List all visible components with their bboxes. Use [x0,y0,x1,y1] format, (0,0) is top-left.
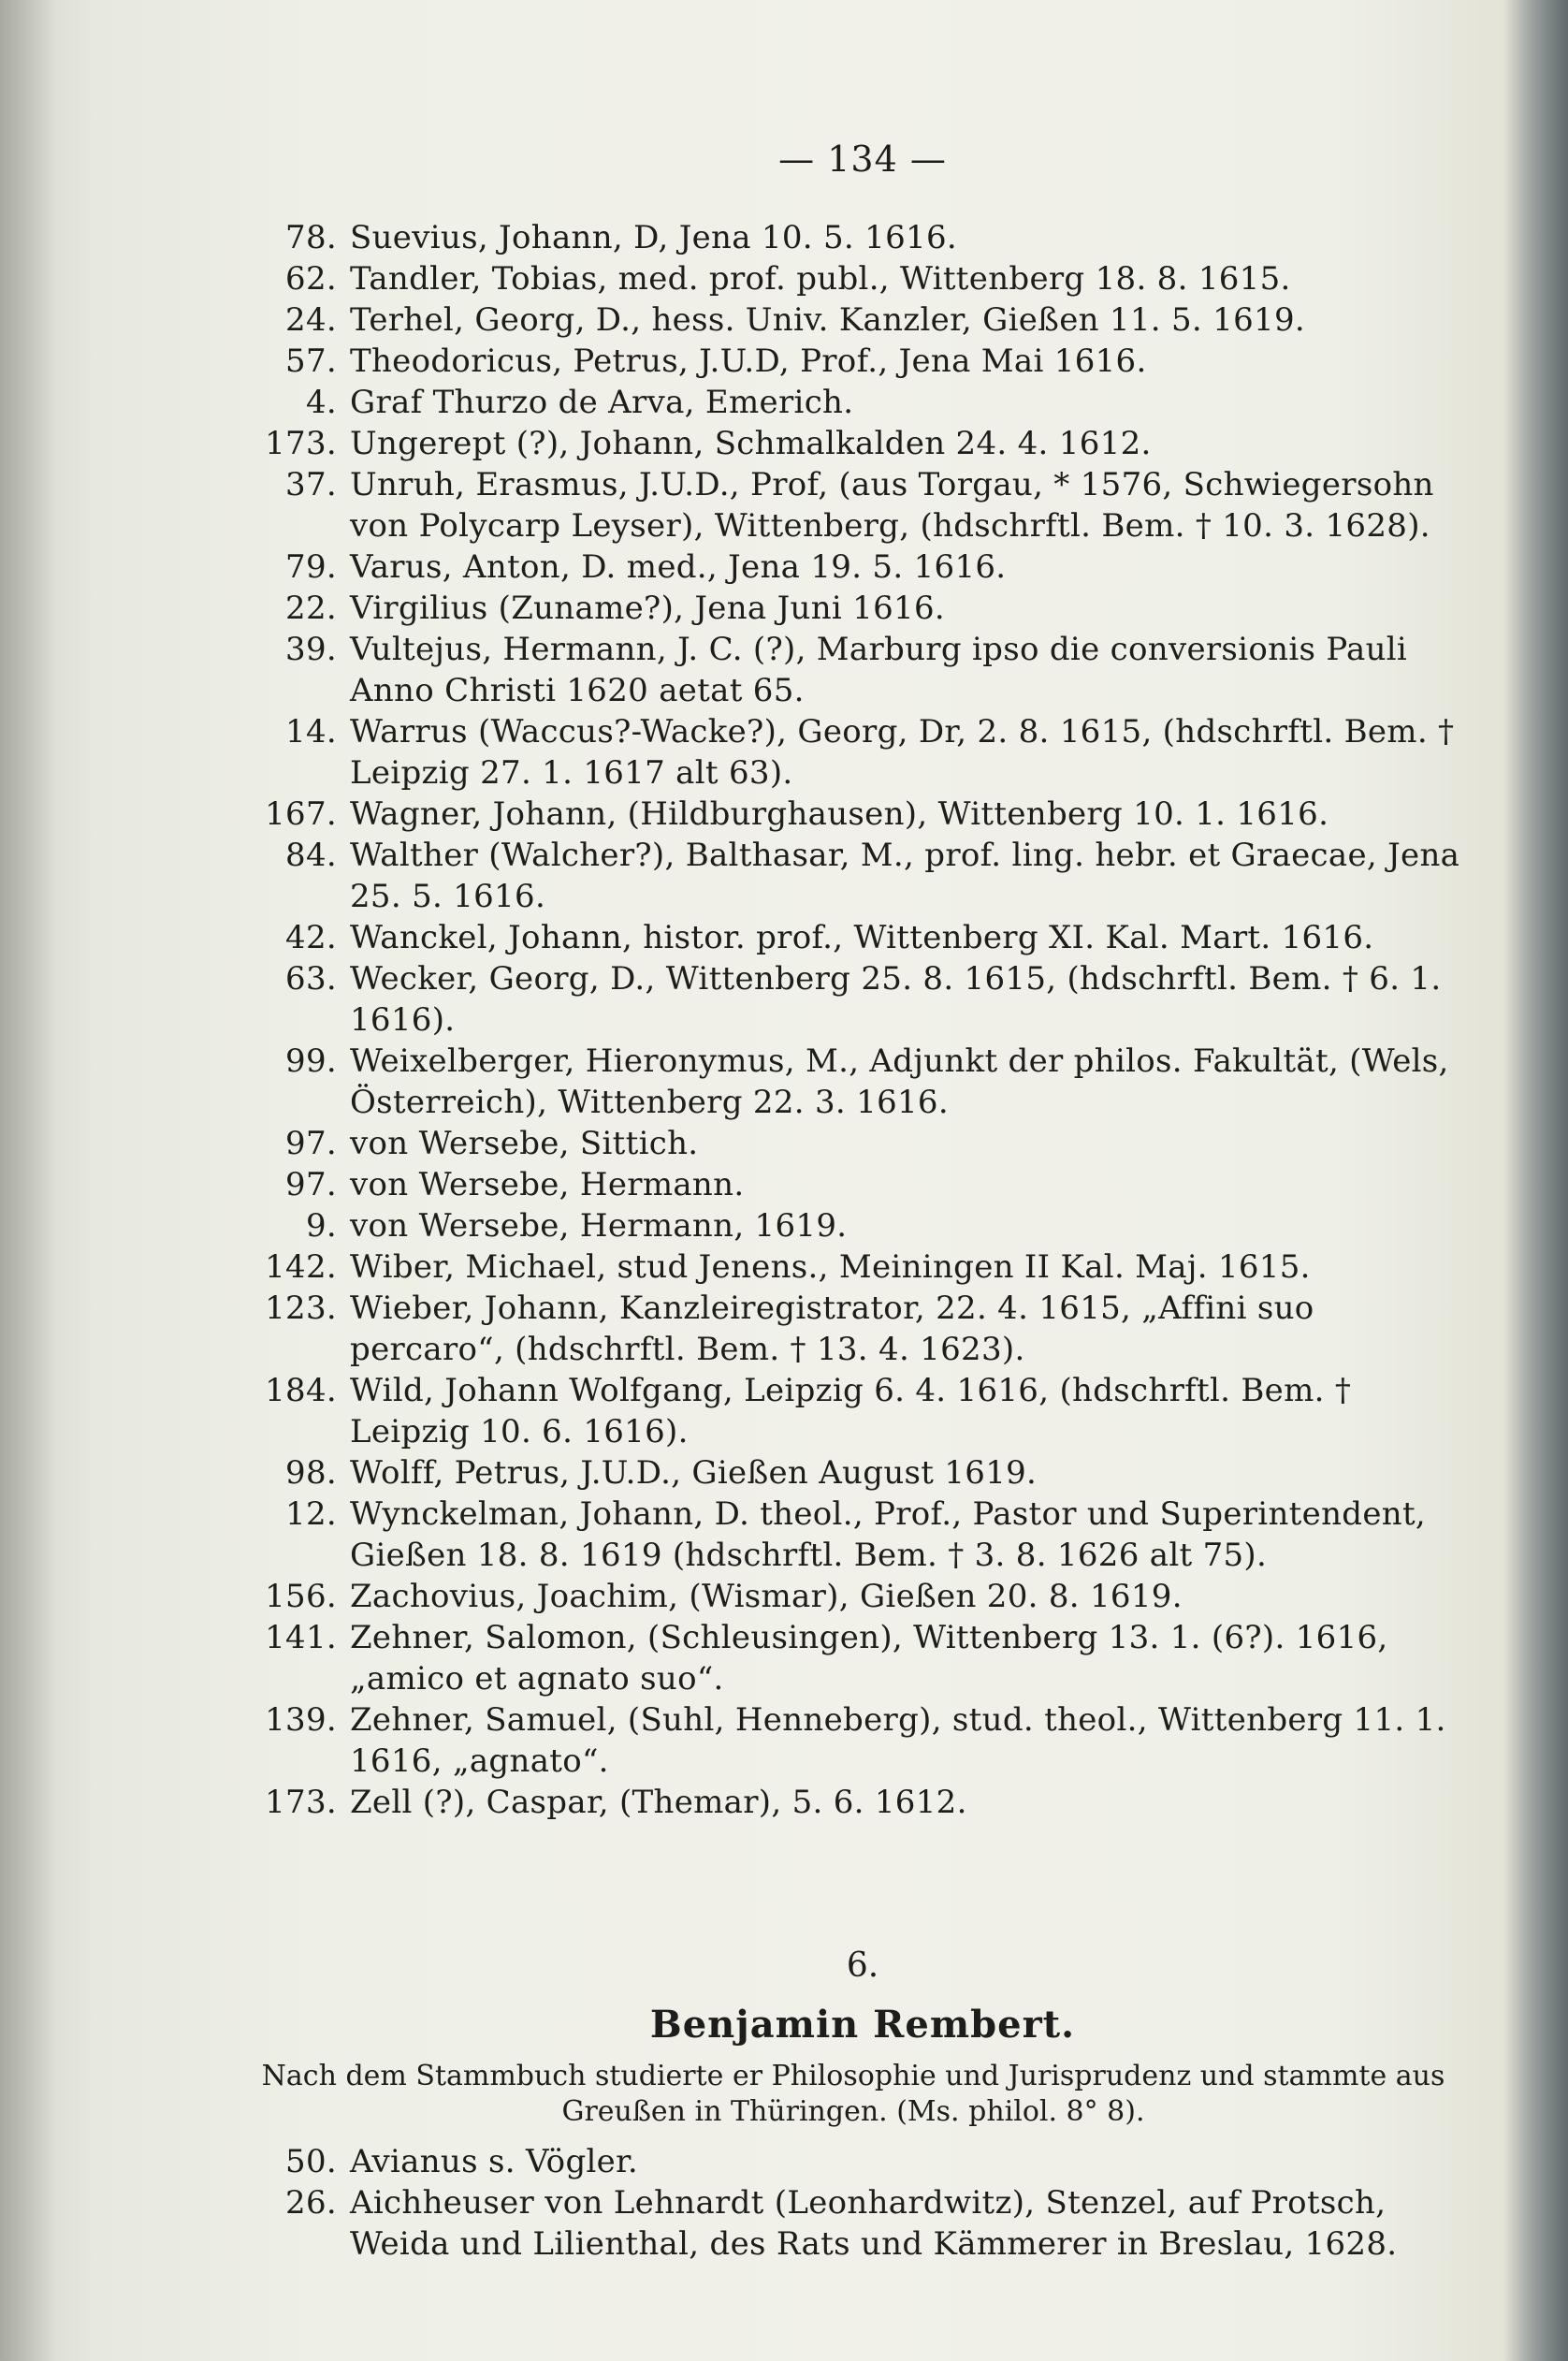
entry-text: Terhel, Georg, D., hess. Univ. Kanzler, Gießen 11. 5. 1619. [350,301,1305,339]
entry-text: Virgilius (Zuname?), Jena Juni 1616. [350,590,946,627]
entry-text: von Wersebe, Sittich. [350,1125,699,1162]
entry-text: Wagner, Johann, (Hildburghausen), Wittenberg 10. 1. 1616. [350,795,1329,833]
entry-text: Weixelberger, Hieronymus, M., Adjunkt der philos. Fakultät, (Wels, Österreich), Wittenberg 22. 3. 1616. [350,1042,1449,1121]
list-item [264,258,1461,299]
entry-number: 42. [285,919,337,956]
entry-number: 97. [285,1125,337,1162]
list-item [264,588,1461,629]
entry-text: Zell (?), Caspar, (Themar), 5. 6. 1612. [350,1784,967,1821]
entry-number: 26. [285,2184,337,2222]
entry-number: 97. [285,1166,337,1203]
entry-list [264,217,1461,1823]
list-item [264,1246,1461,1288]
list-item [264,464,1461,547]
entry-number: 173. [265,425,337,462]
list-item [264,835,1461,917]
entry-text: Ungerept (?), Johann, Schmalkalden 24. 4. 1612. [350,425,1152,462]
entry-text: Graf Thurzo de Arva, Emerich. [350,384,854,421]
entry-text: Warrus (Waccus?-Wacke?), Georg, Dr, 2. 8. 1615, (hdschrftl. Bem. † Leipzig 27. 1. 1617 alt 63). [350,713,1455,792]
entry-text: von Wersebe, Hermann. [350,1166,745,1203]
list-item [264,958,1461,1041]
entry-number: 167. [265,795,337,833]
entry-list-2 [264,2141,1461,2265]
list-item [264,917,1461,958]
entry-text: Wanckel, Johann, histor. prof., Wittenberg XI. Kal. Mart. 1616. [350,919,1374,956]
entry-number: 63. [285,960,337,998]
entry-text: Zehner, Samuel, (Suhl, Henneberg), stud. theol., Wittenberg 11. 1. 1616, „agnato“. [350,1701,1446,1780]
list-item [264,423,1461,464]
entry-number: 39. [285,631,337,668]
entry-number: 139. [265,1701,337,1739]
entry-text: Tandler, Tobias, med. prof. publ., Wittenberg 18. 8. 1615. [350,260,1291,298]
list-item [264,1494,1461,1576]
entry-text: Wecker, Georg, D., Wittenberg 25. 8. 1615, (hdschrftl. Bem. † 6. 1. 1616). [350,960,1442,1039]
entry-text: Suevius, Johann, D, Jena 10. 5. 1616. [350,219,957,256]
entry-text: Avianus s. Vögler. [350,2143,639,2180]
list-item [264,1164,1461,1205]
entry-text: Unruh, Erasmus, J.U.D., Prof, (aus Torgau, * 1576, Schwiegersohn von Polycarp Leyser), Wittenberg, (hdschrftl. Bem. † 10. 3. 1628). [350,466,1434,545]
entry-number: 99. [285,1042,337,1080]
list-item [264,1041,1461,1123]
entry-number: 84. [285,837,337,874]
entry-text: Vultejus, Hermann, J. C. (?), Marburg ipso die conversionis Pauli Anno Christi 1620 aetat 65. [350,631,1408,709]
entry-text: Zachovius, Joachim, (Wismar), Gießen 20. 8. 1619. [350,1578,1183,1615]
entry-text: Wolff, Petrus, J.U.D., Gießen August 1619. [350,1454,1038,1492]
list-item [264,1576,1461,1617]
list-item [264,1288,1461,1370]
list-item [264,1205,1461,1246]
list-item [264,547,1461,588]
entry-text: Walther (Walcher?), Balthasar, M., prof. ling. hebr. et Graecae, Jena 25. 5. 1616. [350,837,1460,915]
list-item [264,1699,1461,1782]
entry-text: von Wersebe, Hermann, 1619. [350,1207,848,1245]
entry-number: 4. [305,384,337,421]
entry-number: 14. [285,713,337,751]
list-item [264,217,1461,258]
entry-text: Zehner, Salomon, (Schleusingen), Wittenberg 13. 1. (6?). 1616, „amico et agnato suo“. [350,1619,1388,1698]
list-item [264,2141,1461,2182]
list-item [264,1782,1461,1823]
entry-text: Wieber, Johann, Kanzleiregistrator, 22. 4. 1615, „Affini suo percaro“, (hdschrftl. Bem. † 13. 4. 1623). [350,1290,1314,1368]
entry-text: Wild, Johann Wolfgang, Leipzig 6. 4. 1616, (hdschrftl. Bem. † Leipzig 10. 6. 1616). [350,1372,1352,1450]
entry-number: 173. [265,1784,337,1821]
entry-number: 142. [265,1248,337,1286]
entry-number: 57. [285,342,337,380]
entry-number: 184. [265,1372,337,1409]
list-item [264,299,1461,341]
entry-number: 98. [285,1454,337,1492]
list-item [264,382,1461,423]
page-number: — 134 — [778,138,947,180]
list-item [264,1123,1461,1164]
entry-number: 78. [285,219,337,256]
entry-text: Wiber, Michael, stud Jenens., Meiningen II Kal. Maj. 1615. [350,1248,1311,1286]
entry-text: Varus, Anton, D. med., Jena 19. 5. 1616. [350,548,1007,586]
entry-number: 141. [265,1619,337,1656]
page-gutter-shadow [0,0,56,2361]
list-item [264,794,1461,835]
entry-number: 24. [285,301,337,339]
list-item [264,2182,1461,2265]
list-item [264,629,1461,711]
page-edge-shadow [1503,0,1568,2361]
entry-number: 22. [285,590,337,627]
list-item [264,1617,1461,1699]
entry-number: 37. [285,466,337,503]
entry-text: Theodoricus, Petrus, J.U.D, Prof., Jena Mai 1616. [350,342,1147,380]
entry-text: Wynckelman, Johann, D. theol., Prof., Pastor und Superintendent, Gießen 18. 8. 1619 (hdschrftl. Bem. † 3. 8. 1626 alt 75). [350,1495,1427,1574]
entry-number: 62. [285,260,337,298]
entry-number: 156. [265,1578,337,1615]
entry-number: 50. [285,2143,337,2180]
list-item [264,1370,1461,1452]
entry-number: 9. [305,1207,337,1245]
section-title: Benjamin Rembert. [649,2003,1076,2047]
entry-text: Aichheuser von Lehnardt (Leonhardwitz), Stenzel, auf Protsch, Weida und Lilienthal, des Rats und Kämmerer in Breslau, 1628. [350,2184,1398,2263]
section-note: Nach dem Stammbuch studierte er Philosophie und Jurisprudenz und stammte aus Greußen in Thüringen. (Ms. philol. 8° 8). [261,2060,1445,2128]
section-number: 6. [846,1946,879,1985]
list-item [264,341,1461,382]
entry-number: 79. [285,548,337,586]
entry-number: 12. [285,1495,337,1533]
list-item [264,1452,1461,1494]
entry-number: 123. [265,1290,337,1327]
list-item [264,711,1461,794]
